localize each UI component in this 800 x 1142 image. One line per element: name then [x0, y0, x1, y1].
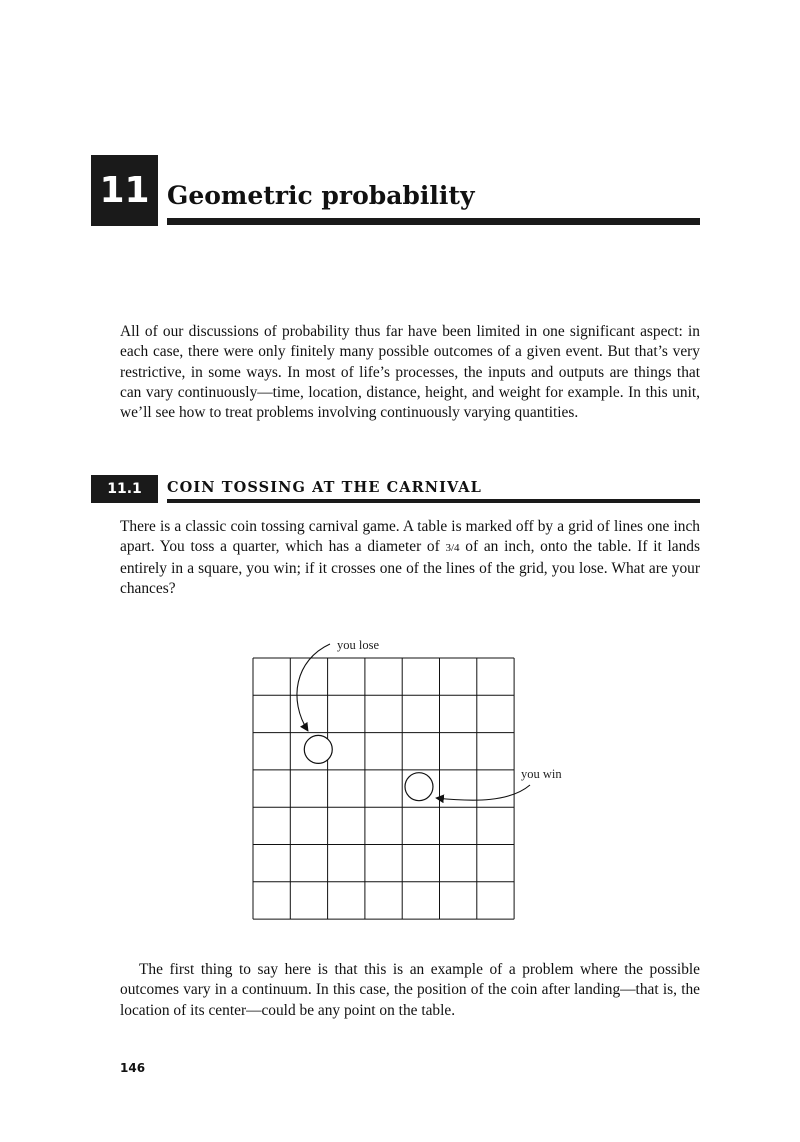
- you-lose-label: you lose: [337, 638, 380, 652]
- chapter-title: Geometric probability: [167, 181, 475, 210]
- section-rule: [167, 499, 700, 503]
- coin-grid-figure: [240, 630, 580, 930]
- after-figure-paragraph: The first thing to say here is that this is an example of a problem where the possible outcomes vary in a continuum. In this case, the position of the coin after landing—that is, the location of its center—could be any point on the table.: [120, 961, 700, 1019]
- section-number-box: [91, 475, 158, 503]
- section-paragraph-before: There is a classic coin tossing carnival game. A table is marked off by a grid of lines one inch apart. You toss a quarter, which has a diameter of: [120, 518, 700, 556]
- section-title: COIN TOSSING AT THE CARNIVAL: [167, 479, 482, 496]
- you-lose-arrow: [297, 644, 330, 731]
- coin-diameter-fraction: 3/4: [445, 542, 460, 555]
- section-paragraph: [120, 517, 700, 599]
- page-number: 146: [120, 1061, 146, 1075]
- chapter-number: 11: [99, 170, 150, 211]
- you-win-label: you win: [521, 767, 562, 781]
- chapter-number-box: [91, 155, 158, 226]
- you-win-arrow: [436, 785, 530, 800]
- intro-paragraph: All of our discussions of probability thus far have been limited in one significant aspect: in each case, there were only finitely many possible outcomes of a given event. But that’s very restrictive, in some ways. In most of life’s processes, the inputs and outputs are things that can vary continuously—time, location, distance, height, and weight for example. In this unit, we’ll see how to treat problems involving continuously varying quantities.: [120, 323, 700, 422]
- grid: [253, 658, 514, 919]
- section-number: 11.1: [107, 481, 142, 497]
- section-paragraph-after: of an inch, onto the table. If it lands entirely in a square, you win; if it crosses one of the lines of the grid, you lose. What are your chances?: [120, 538, 700, 597]
- chapter-rule: [167, 218, 700, 225]
- winning-coin: [405, 773, 433, 801]
- losing-coin: [304, 735, 332, 763]
- coins: [304, 735, 433, 800]
